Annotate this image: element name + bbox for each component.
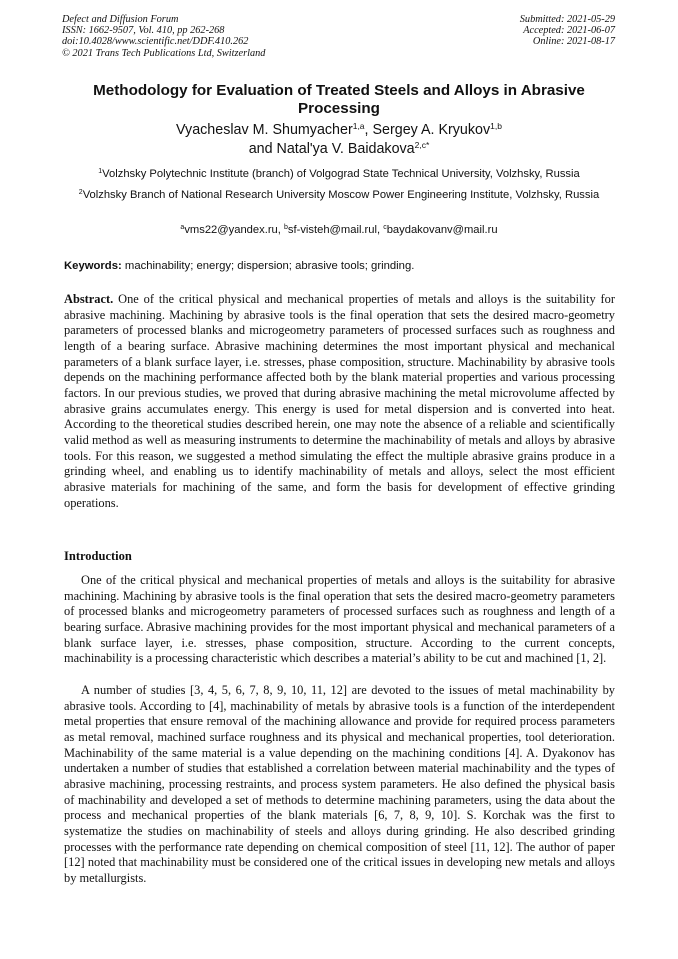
author-affiliation-mark: 1,b — [490, 121, 502, 131]
paper-title: Methodology for Evaluation of Treated Steels and Alloys in Abrasive Processing — [93, 82, 585, 117]
affiliation-2 — [62, 188, 616, 202]
keywords-list: machinability; energy; dispersion; abrasive tools; grinding. — [121, 260, 415, 272]
keywords — [64, 259, 414, 273]
journal-name: Defect and Diffusion Forum — [62, 14, 179, 25]
affiliation-mark: 2 — [78, 189, 83, 196]
author-line-1 — [62, 121, 616, 140]
email-mark: b — [284, 224, 288, 231]
author-name: Natal'ya V. Baidakova — [276, 140, 415, 157]
email-link[interactable]: vms22@yandex.ru — [184, 224, 278, 236]
author-name: Sergey A. Kryukov — [372, 122, 491, 138]
email-mark: a — [180, 224, 185, 231]
affiliation-mark: 1 — [98, 168, 103, 175]
introduction-paragraph-2: A number of studies [3, 4, 5, 6, 7, 8, 9, 10, 11, 12] are devoted to the issues of metal machinability by abrasive tools. According to [4], machinability of metals by abrasive tools is a function of the interdependent metal properties that ensure removal of the machining allowance and provide for required process parameters as metal removal, machined surface roughness and its physical and mechanical properties, tool deterioration. Machinability of the same material is a value depending on the machining conditions [4]. A. Dyakonov has undertaken a number of studies that established a correlation between material machinability and the types of abrasive machining, processing restraints, and process system parameters. He also defined the physical basis of machinability and developed a set of methods to determine machining parameters, using the data about the process and mechanical properties of the blank materials [6, 7, 8, 9, 10]. S. Korchak was the first to systematize the studies on machinability of steels and alloys during grinding. He also described grinding processes with the performance rate depending on chemical composition of steel [11, 12]. The author of paper [12] noted that machinability must be considered one of the critical issues in developing new metals and alloys by metallurgists. — [64, 683, 615, 885]
author-emails — [62, 223, 616, 237]
affiliation-1 — [62, 167, 616, 181]
journal-copyright: © 2021 Trans Tech Publications Ltd, Switzerland — [62, 47, 266, 59]
date-submitted: Submitted: 2021-05-29 — [519, 14, 615, 25]
author-affiliation-mark: 1,a — [352, 121, 365, 131]
journal-info — [62, 14, 265, 59]
email-separator: , — [376, 224, 384, 236]
author-line-2 — [62, 140, 616, 159]
author-list — [62, 121, 616, 158]
abstract-text: One of the critical physical and mechanical properties of metals and alloys is the suitability for abrasive machining. Machining by abrasive tools is the final operation that sets the desired macro-geometry parameters of processed blanks and microgeometry parameters of processed surfaces such as roughness and length of a bearing surface. Abrasive machining determines the most important physical and mechanical parameters of a blank surface layer, i.e. stresses, phase composition, structure. Machinability by abrasive tools depends on the machining performance affected both by the blank material properties and various processing factors. In our previous studies, we proved that during abrasive machining the metal microvolume affected by abrasive grains accumulates energy. This energy is used for metal dispersion and is converted into heat. According to the theoretical studies described herein, one may note the absence of a reliable and scientifically valid method as well as measuring instruments to determine the machinability of metals and alloys by abrasive tools. For this reason, we suggested a method simulating the effect the multiple abrasive grains produce in a grinding wheel, and enabling us to identify machinability of metals and alloys, select the most efficient abrasive materials for machining of the same, and form the basis for development of effective grinding operations. — [64, 292, 615, 510]
journal-doi: doi:10.4028/www.scientific.net/DDF.410.262 — [62, 36, 249, 48]
email-link[interactable]: baydakovanv@mail.ru — [386, 224, 498, 236]
author-separator: , — [364, 122, 373, 138]
publication-dates — [520, 14, 615, 48]
email-link[interactable]: sf-visteh@mail.rul — [287, 224, 377, 236]
affiliation-text: Volzhsky Branch of National Research University Moscow Power Engineering Institute, Volzhsky, Russia — [82, 189, 600, 201]
date-accepted: Accepted: 2021-06-07 — [523, 25, 615, 37]
author-conjunction: and — [248, 140, 277, 157]
introduction-paragraph-1: One of the critical physical and mechanical properties of metals and alloys is the suitability for abrasive machining. Machining by abrasive tools is the final operation that sets the desired macro-geometry parameters of processed blanks and microgeometry parameters of processed surfaces such as roughness and length of a bearing surface. Abrasive machining provides for the most important physical and mechanical parameters of a blank surface layer, i.e. stresses, phase composition, structure. According to the current concepts, machinability is a processing characteristic which describes a material’s ability to be cut and machined [1, 2]. — [64, 573, 615, 666]
journal-issn: ISSN: 1662-9507, Vol. 410, pp 262-268 — [62, 25, 225, 37]
email-mark: c — [383, 224, 387, 231]
email-separator: , — [277, 224, 284, 236]
author-name: Vyacheslav M. Shumyacher — [176, 122, 353, 138]
section-heading-introduction: Introduction — [64, 549, 132, 563]
author-affiliation-mark: 2,c* — [414, 139, 430, 150]
abstract-label: Abstract. — [64, 292, 114, 306]
date-online: Online: 2021-08-17 — [532, 36, 615, 48]
abstract — [64, 292, 615, 511]
keywords-label: Keywords: — [64, 260, 122, 272]
affiliation-text: Volzhsky Polytechnic Institute (branch) of Volgograd State Technical University, Volzhsky, Russia — [102, 168, 580, 180]
